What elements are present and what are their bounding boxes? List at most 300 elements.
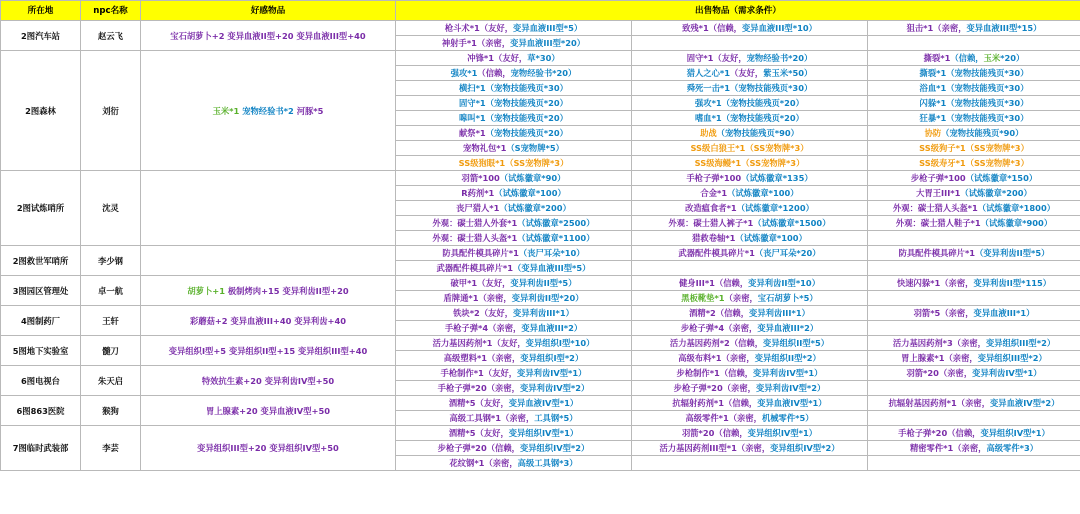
sale-text: （试炼徽章*900） bbox=[980, 218, 1053, 228]
sale-text: （友好， bbox=[492, 338, 526, 348]
sale-text: 变异血液IV型*1） bbox=[508, 398, 579, 408]
sale-cell bbox=[632, 201, 868, 216]
sale-text: 外观：碳士猎人裤子*1 bbox=[668, 218, 754, 228]
favor-item: 胃上腺素+20 bbox=[205, 405, 258, 416]
sale-text: 枪斗术*1 bbox=[444, 23, 480, 33]
sale-text: （试炼徽章*200） bbox=[960, 188, 1032, 198]
sale-text: 变异血液III型*5） bbox=[513, 23, 583, 33]
sale-cell bbox=[632, 21, 868, 36]
sale-text: （宠物技能残页*20） bbox=[721, 113, 804, 123]
favor-cell bbox=[141, 306, 396, 336]
sale-text: 变异组织III型*2） bbox=[977, 353, 1047, 363]
favor-item: 变异利齿IV型+50 bbox=[264, 375, 335, 386]
sale-text: （信赖， bbox=[950, 53, 984, 63]
sale-text: （友好， bbox=[479, 308, 514, 318]
location-cell: 5图地下实验室 bbox=[1, 336, 81, 366]
sale-text: 草*30） bbox=[527, 53, 560, 63]
favor-cell bbox=[141, 21, 396, 51]
sale-text: 横扫*1 bbox=[459, 83, 486, 93]
sale-text: （SS宠物牌*3） bbox=[965, 143, 1029, 153]
sale-text: *20） bbox=[1000, 53, 1025, 63]
sale-text: （试炼徽章*200） bbox=[499, 203, 571, 213]
favor-cell bbox=[141, 336, 396, 366]
sale-cell bbox=[632, 36, 868, 51]
sale-text: 高级零件*1 bbox=[685, 413, 729, 423]
sale-text: （亲密， bbox=[478, 293, 512, 303]
sale-text: （宠物技能残页*30） bbox=[946, 113, 1029, 123]
npc-name-cell: 刘衍 bbox=[81, 51, 141, 171]
sale-text: （试炼徽章*100） bbox=[494, 188, 566, 198]
sale-text: 强攻*1 bbox=[450, 68, 478, 78]
sale-text: 改造瘟食者*1 bbox=[685, 203, 737, 213]
header-favor: 好感物品 bbox=[141, 1, 396, 21]
sale-text: （试炼徽章*100） bbox=[727, 188, 799, 198]
sale-cell bbox=[868, 426, 1080, 441]
sale-text: （友好， bbox=[475, 398, 509, 408]
sale-text: （丧尸耳朵*10） bbox=[518, 248, 585, 258]
sale-cell bbox=[632, 111, 868, 126]
sale-cell bbox=[868, 321, 1080, 336]
sale-cell bbox=[868, 396, 1080, 411]
sale-text: （亲密， bbox=[736, 443, 771, 453]
favor-item: 变异组织III型+20 bbox=[197, 443, 267, 453]
sale-text: 固守*1 bbox=[686, 53, 714, 63]
sale-cell bbox=[868, 66, 1080, 81]
sale-text: 武器配件模具碎片*1 bbox=[436, 263, 514, 273]
sale-cell bbox=[868, 141, 1080, 156]
sale-cell bbox=[632, 96, 868, 111]
favor-item: 变异利齿+40 bbox=[294, 315, 347, 326]
sale-text: 高级塑料*1 bbox=[443, 353, 488, 363]
favor-item: 变异血液II型+20 bbox=[227, 30, 294, 41]
sale-text: 玉米 bbox=[983, 53, 1001, 63]
sale-text: （信赖， bbox=[477, 68, 511, 78]
sale-text: （试炼徽章*1200） bbox=[736, 203, 814, 213]
favor-item: 变异利齿II型+20 bbox=[282, 285, 349, 296]
header-row bbox=[1, 1, 1080, 21]
sale-text: 变异组织III型*2） bbox=[985, 338, 1056, 348]
sale-text: （信赖， bbox=[947, 428, 981, 438]
sale-cell bbox=[396, 186, 632, 201]
sale-text: 神射手*1 bbox=[441, 38, 477, 48]
sale-cell bbox=[868, 276, 1080, 291]
sale-text: 步枪子弹*20 bbox=[673, 383, 723, 393]
sale-cell bbox=[396, 201, 632, 216]
sale-text: 快速闪躲*1 bbox=[896, 278, 941, 288]
sale-text: （试炼徽章*135） bbox=[741, 173, 813, 183]
sale-text: （宠物技能残页*20） bbox=[721, 98, 804, 108]
sale-text: 步枪子弹*100 bbox=[910, 173, 966, 183]
sale-text: 抗辐射药剂*1 bbox=[672, 398, 724, 408]
table-row bbox=[1, 51, 1080, 66]
sale-text: 步枪子弹*20 bbox=[437, 443, 487, 453]
sale-cell bbox=[396, 51, 632, 66]
sale-text: 变异利齿II型*115） bbox=[973, 278, 1052, 288]
sale-text: 破甲*1 bbox=[450, 278, 478, 288]
sale-text: 外观：碳士猎人头盔*1 bbox=[432, 233, 518, 243]
sale-text: 手枪子弹*20 bbox=[898, 428, 948, 438]
sale-text: （试炼徽章*100） bbox=[735, 233, 807, 243]
sale-cell bbox=[396, 261, 632, 276]
sale-text: （试炼徽章*1500） bbox=[753, 218, 831, 228]
sale-text: 防具配件模具碎片*1 bbox=[898, 248, 976, 258]
sale-cell bbox=[868, 126, 1080, 141]
npc-name-cell: 髓刀 bbox=[81, 336, 141, 366]
favor-item: 变异组织III型+40 bbox=[298, 345, 368, 356]
npc-name-cell: 王轩 bbox=[81, 306, 141, 336]
sale-cell bbox=[632, 276, 868, 291]
sale-text: 变异血液III型*10） bbox=[741, 23, 817, 33]
sale-text: （宠物技能残页*20） bbox=[485, 113, 568, 123]
sale-cell bbox=[632, 336, 868, 351]
sale-cell bbox=[632, 366, 868, 381]
sale-text: （试炼徽章*90） bbox=[499, 173, 566, 183]
sale-cell bbox=[396, 96, 632, 111]
sale-text: （亲密， bbox=[476, 38, 511, 48]
sale-text: 狙击*1 bbox=[906, 23, 934, 33]
sale-text: 嗜血*1 bbox=[695, 113, 722, 123]
favor-cell bbox=[141, 51, 396, 171]
sale-text: 变异组织IV型*1） bbox=[980, 428, 1050, 438]
sale-text: （信赖， bbox=[719, 368, 754, 378]
sale-text: （亲密， bbox=[487, 353, 521, 363]
favor-item: 玉米*1 bbox=[212, 105, 240, 116]
sale-text: （友好， bbox=[479, 23, 514, 33]
favor-item: 宝石胡萝卜+2 bbox=[170, 30, 225, 41]
sale-cell bbox=[868, 456, 1080, 471]
sale-text: （试炼徽章*1800） bbox=[977, 203, 1056, 213]
sale-text: （宠物技能残页*20） bbox=[485, 128, 568, 138]
sale-text: 变异组织I型*2） bbox=[520, 353, 584, 363]
sale-cell bbox=[632, 381, 868, 396]
sale-text: 丧尸猎人*1 bbox=[456, 203, 500, 213]
location-cell: 6图电视台 bbox=[1, 366, 81, 396]
sale-text: 高级工具钢*1 bbox=[449, 413, 502, 423]
npc-name-cell: 赵云飞 bbox=[81, 21, 141, 51]
sale-text: （宠物技能残页*30） bbox=[485, 83, 568, 93]
sale-text: （试炼徽章*150） bbox=[965, 173, 1038, 183]
sale-cell bbox=[396, 171, 632, 186]
npc-name-cell: 李芸 bbox=[81, 426, 141, 471]
sale-cell bbox=[868, 36, 1080, 51]
sale-cell bbox=[396, 246, 632, 261]
sale-cell bbox=[396, 66, 632, 81]
sale-text: 变异血液III型*20） bbox=[510, 38, 586, 48]
location-cell: 7图临时武装部 bbox=[1, 426, 81, 471]
sale-text: 变异利齿III*1） bbox=[513, 308, 574, 318]
sale-cell bbox=[396, 291, 632, 306]
sale-text: （亲密， bbox=[486, 383, 520, 393]
sale-cell bbox=[632, 186, 868, 201]
sale-cell bbox=[632, 351, 868, 366]
sale-text: 羽箭*100 bbox=[461, 173, 500, 183]
sale-cell bbox=[868, 156, 1080, 171]
sale-text: 变异组织I型*10） bbox=[525, 338, 595, 348]
table-row bbox=[1, 246, 1080, 261]
npc-name-cell: 沈灵 bbox=[81, 171, 141, 246]
location-cell: 2图森林 bbox=[1, 51, 81, 171]
sale-cell bbox=[632, 306, 868, 321]
sale-text: SS级狗子*1 bbox=[919, 143, 966, 153]
sale-text: 手枪制作*1 bbox=[440, 368, 484, 378]
sale-text: 外观：碳士猎人外套*1 bbox=[432, 218, 518, 228]
sale-text: （试炼徽章*2500） bbox=[517, 218, 595, 228]
sale-text: 精密零件*1 bbox=[909, 443, 954, 453]
sale-text: 铁块*2 bbox=[453, 308, 480, 318]
sale-text: 黑板靴垫*1 bbox=[681, 293, 725, 303]
sale-cell bbox=[396, 141, 632, 156]
favor-item: 极制烤肉+15 bbox=[227, 285, 280, 296]
sale-text: （亲密， bbox=[940, 308, 974, 318]
sale-cell bbox=[632, 456, 868, 471]
sale-cell bbox=[632, 66, 868, 81]
sale-cell bbox=[396, 441, 632, 456]
sale-text: （亲密， bbox=[484, 458, 518, 468]
sale-cell bbox=[868, 366, 1080, 381]
sale-text: （SS宠物牌*3） bbox=[965, 158, 1029, 168]
favor-cell bbox=[141, 171, 396, 246]
sale-text: 合金*1 bbox=[700, 188, 728, 198]
sale-text: （亲密， bbox=[953, 443, 987, 453]
sale-text: 宠物经验书*20） bbox=[746, 53, 813, 63]
header-npc: npc名称 bbox=[81, 1, 141, 21]
sale-cell bbox=[868, 201, 1080, 216]
sale-text: （信赖， bbox=[486, 443, 520, 453]
sale-text: （宠物技能残页*30） bbox=[946, 98, 1029, 108]
sale-text: 机械零件*5） bbox=[761, 413, 814, 423]
favor-cell bbox=[141, 366, 396, 396]
sale-text: 羽箭*20 bbox=[906, 368, 939, 378]
location-cell: 3图园区管理处 bbox=[1, 276, 81, 306]
npc-name-cell: 猴狗 bbox=[81, 396, 141, 426]
sale-text: （友好， bbox=[475, 428, 509, 438]
sale-text: （信赖， bbox=[715, 308, 750, 318]
sale-cell bbox=[396, 426, 632, 441]
sale-text: 手枪子弹*100 bbox=[686, 173, 742, 183]
sale-cell bbox=[632, 81, 868, 96]
sale-text: （宠物技能残页*30） bbox=[946, 83, 1029, 93]
favor-cell bbox=[141, 276, 396, 306]
sale-cell bbox=[632, 246, 868, 261]
sale-text: （信赖， bbox=[708, 23, 742, 33]
sale-text: 活力基因药剂*3 bbox=[892, 338, 953, 348]
sale-cell bbox=[632, 426, 868, 441]
sale-text: 变异利齿II型*5） bbox=[510, 278, 577, 288]
sale-cell bbox=[396, 21, 632, 36]
table-row bbox=[1, 171, 1080, 186]
sale-text: （亲密， bbox=[721, 353, 755, 363]
sale-cell bbox=[396, 306, 632, 321]
sale-text: 变异利齿III*1） bbox=[749, 308, 810, 318]
sale-cell bbox=[396, 381, 632, 396]
sale-text: 步枪制作*1 bbox=[676, 368, 720, 378]
sale-cell bbox=[632, 396, 868, 411]
sale-text: 步枪子弹*4 bbox=[680, 323, 725, 333]
sale-text: （宠物技能残页*30） bbox=[730, 83, 813, 93]
sale-text: 抗辐射基因药剂*1 bbox=[888, 398, 957, 408]
sale-text: 变异组织II型*2） bbox=[754, 353, 821, 363]
location-cell: 2图试炼哨所 bbox=[1, 171, 81, 246]
sale-cell bbox=[396, 36, 632, 51]
sale-text: 献祭*1 bbox=[459, 128, 486, 138]
sale-cell bbox=[632, 141, 868, 156]
npc-name-cell: 李少钢 bbox=[81, 246, 141, 276]
sale-text: R药剂*1 bbox=[461, 188, 495, 198]
sale-cell bbox=[868, 381, 1080, 396]
sale-cell bbox=[632, 231, 868, 246]
sale-cell bbox=[868, 81, 1080, 96]
sale-text: 羽箭*5 bbox=[913, 308, 941, 318]
sale-text: 活力基因药剂*2 bbox=[669, 338, 730, 348]
sale-text: 变异利齿IV型*1） bbox=[753, 368, 823, 378]
sale-cell bbox=[396, 321, 632, 336]
sale-cell bbox=[396, 351, 632, 366]
sale-text: SS级狍眼*1 bbox=[458, 158, 506, 168]
sale-text: 紫玉米*50） bbox=[763, 68, 813, 78]
sale-cell bbox=[396, 81, 632, 96]
sale-text: 高级零件*3） bbox=[986, 443, 1039, 453]
sale-text: （友好， bbox=[713, 53, 747, 63]
sale-text: （变异利齿II型*5） bbox=[975, 248, 1050, 258]
sale-cell bbox=[632, 51, 868, 66]
table-row bbox=[1, 306, 1080, 321]
favor-item: 特效抗生素+20 bbox=[201, 375, 262, 386]
sale-cell bbox=[868, 411, 1080, 426]
sale-text: （亲密， bbox=[944, 353, 978, 363]
sale-text: 酒精*5 bbox=[448, 398, 476, 408]
sale-text: （SS宠物牌*3） bbox=[505, 158, 569, 168]
sale-text: 变异组织IV型*1） bbox=[508, 428, 579, 438]
sale-cell bbox=[632, 171, 868, 186]
table-row bbox=[1, 366, 1080, 381]
sale-cell bbox=[632, 261, 868, 276]
location-cell: 4图制药厂 bbox=[1, 306, 81, 336]
favor-item: 彩蘑菇+2 bbox=[189, 315, 228, 326]
sale-cell bbox=[868, 96, 1080, 111]
header-sale: 出售物品（需求条件） bbox=[396, 1, 1080, 21]
sale-text: SS级海鳗*1 bbox=[694, 158, 742, 168]
sale-text: 变异组织II型*5） bbox=[763, 338, 830, 348]
sale-text: 防具配件模具碎片*1 bbox=[442, 248, 519, 258]
sale-cell bbox=[632, 321, 868, 336]
sale-cell bbox=[396, 336, 632, 351]
favor-item: 变异组织IV型+50 bbox=[269, 443, 339, 453]
sale-text: 花纹钢*1 bbox=[449, 458, 485, 468]
sale-text: （友好， bbox=[483, 368, 518, 378]
sale-text: 手枪子弹*4 bbox=[444, 323, 489, 333]
sale-text: （丧尸耳朵*20） bbox=[754, 248, 821, 258]
sale-text: 闪躲*1 bbox=[919, 98, 947, 108]
sale-text: （SS宠物牌*3） bbox=[745, 143, 809, 153]
favor-item: 宠物经验书*2 bbox=[242, 105, 294, 116]
sale-text: （亲密， bbox=[724, 293, 758, 303]
sale-cell bbox=[396, 276, 632, 291]
sale-cell bbox=[868, 186, 1080, 201]
sale-text: （SS宠物牌*3） bbox=[741, 158, 805, 168]
sale-cell bbox=[632, 156, 868, 171]
sale-cell bbox=[868, 246, 1080, 261]
sale-text: 活力基因药剂III型*1 bbox=[659, 443, 737, 453]
sale-text: 变异组织IV型*1） bbox=[747, 428, 818, 438]
sale-text: 撕裂*1 bbox=[919, 68, 947, 78]
sale-text: （信赖， bbox=[729, 338, 764, 348]
sale-text: 浴血*1 bbox=[919, 83, 947, 93]
sale-text: （友好， bbox=[494, 53, 528, 63]
sale-cell bbox=[396, 411, 632, 426]
sale-cell bbox=[396, 216, 632, 231]
sale-text: 助战 bbox=[700, 128, 717, 138]
sale-cell bbox=[632, 216, 868, 231]
sale-cell bbox=[396, 156, 632, 171]
sale-text: 强攻*1 bbox=[695, 98, 722, 108]
sale-text: 致残*1 bbox=[682, 23, 709, 33]
sale-text: 变异血液III*2） bbox=[521, 323, 583, 333]
sale-text: 变异组织IV型*2） bbox=[519, 443, 590, 453]
sale-text: 变异血液III型*15） bbox=[966, 23, 1042, 33]
sale-text: （宠物技能残页*20） bbox=[485, 98, 568, 108]
sale-cell bbox=[868, 216, 1080, 231]
sale-text: 武器配件模具碎片*1 bbox=[678, 248, 755, 258]
sale-cell bbox=[868, 306, 1080, 321]
sale-cell bbox=[868, 21, 1080, 36]
sale-text: 猎救卷轴*1 bbox=[692, 233, 736, 243]
location-cell: 6图863医院 bbox=[1, 396, 81, 426]
sale-text: （变异血液III型*5） bbox=[513, 263, 591, 273]
sale-text: 酒精*5 bbox=[448, 428, 476, 438]
sale-text: （亲密， bbox=[933, 23, 967, 33]
sale-text: （宠物技能残页*90） bbox=[941, 128, 1024, 138]
location-cell: 2图救世军哨所 bbox=[1, 246, 81, 276]
sale-cell bbox=[868, 261, 1080, 276]
sale-text: 胃上腺素*1 bbox=[901, 353, 945, 363]
table-row bbox=[1, 426, 1080, 441]
sale-cell bbox=[868, 51, 1080, 66]
sale-text: （亲密， bbox=[956, 398, 990, 408]
sale-text: 宠物经验书*20） bbox=[510, 68, 577, 78]
sale-text: 大胃王III*1 bbox=[916, 188, 961, 198]
npc-name-cell: 卓一航 bbox=[81, 276, 141, 306]
sale-text: 高级工具钢*3） bbox=[517, 458, 578, 468]
sale-cell bbox=[632, 126, 868, 141]
sale-text: 外观：碳士猎人鞋子*1 bbox=[895, 218, 981, 228]
sale-cell bbox=[396, 396, 632, 411]
favor-item: 变异组织II型+15 bbox=[228, 345, 296, 356]
table-row bbox=[1, 396, 1080, 411]
sale-text: （亲密， bbox=[488, 323, 522, 333]
sale-text: 外观：碳士猎人头盔*1 bbox=[893, 203, 978, 213]
sale-cell bbox=[868, 111, 1080, 126]
sale-text: 固守*1 bbox=[459, 98, 486, 108]
sale-cell bbox=[868, 441, 1080, 456]
table-row bbox=[1, 276, 1080, 291]
sale-text: （信赖， bbox=[714, 278, 749, 288]
sale-cell bbox=[868, 291, 1080, 306]
sale-text: （试炼徽章*1100） bbox=[517, 233, 595, 243]
sale-text: （友好， bbox=[730, 68, 764, 78]
favor-item: 变异组织I型+5 bbox=[168, 345, 227, 356]
location-cell: 2图汽车站 bbox=[1, 21, 81, 51]
sale-text: （亲密， bbox=[938, 368, 973, 378]
sale-cell bbox=[868, 336, 1080, 351]
sale-cell bbox=[868, 351, 1080, 366]
sale-text: 变异血液IV型*1） bbox=[757, 398, 827, 408]
sale-text: 舜死一击*1 bbox=[686, 83, 731, 93]
sale-text: 协防 bbox=[924, 128, 942, 138]
favor-item: 变异血液III型+40 bbox=[296, 30, 366, 41]
sale-text: 狂暴*1 bbox=[919, 113, 947, 123]
sale-text: 变异血液III*2） bbox=[757, 323, 819, 333]
favor-item: 河豚*5 bbox=[296, 105, 324, 116]
